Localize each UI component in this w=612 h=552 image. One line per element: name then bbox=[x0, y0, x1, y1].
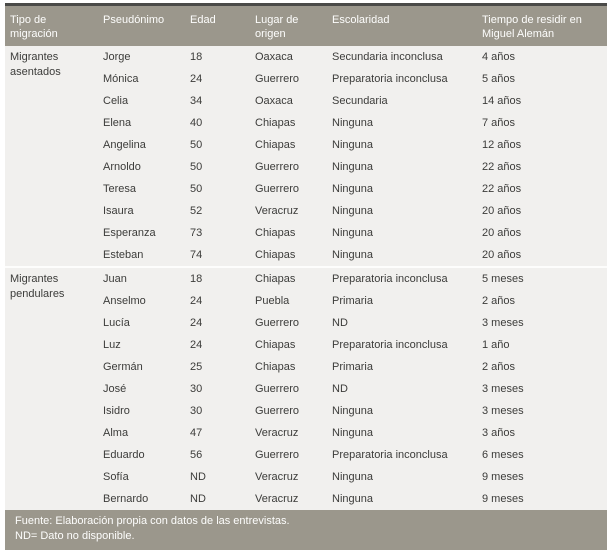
pseudonimo-cell: Alma bbox=[103, 427, 129, 439]
lugar-origen-cell: Guerrero bbox=[255, 161, 300, 173]
header-lugar-de-origen: Lugar de origen bbox=[255, 14, 299, 40]
edad-cell: 50 bbox=[190, 139, 203, 151]
escolaridad-cell: Ninguna bbox=[332, 427, 373, 439]
pseudonimo-cell: Teresa bbox=[103, 183, 137, 195]
table-row bbox=[5, 134, 607, 156]
tipo-migracion-cell bbox=[10, 46, 103, 78]
escolaridad-cell: Ninguna bbox=[332, 249, 373, 261]
pseudonimo-cell: Luz bbox=[103, 339, 121, 351]
lugar-origen-cell: Chiapas bbox=[255, 249, 296, 261]
table-row bbox=[5, 200, 607, 222]
pseudonimo-cell: Esperanza bbox=[103, 227, 156, 239]
table-row bbox=[5, 244, 607, 266]
edad-cell: 24 bbox=[190, 295, 203, 307]
pseudonimo-cell: Lucía bbox=[103, 317, 130, 329]
pseudonimo-cell: Bernardo bbox=[103, 493, 149, 505]
group-type-label: Migrantes asentados bbox=[10, 51, 61, 78]
lugar-origen-cell: Veracruz bbox=[255, 205, 299, 217]
migrant-group bbox=[5, 46, 607, 266]
tiempo-residir-cell: 3 meses bbox=[482, 405, 524, 417]
escolaridad-cell: Secundaria inconclusa bbox=[332, 51, 443, 63]
table-row bbox=[5, 46, 607, 78]
lugar-origen-cell: Guerrero bbox=[255, 317, 300, 329]
escolaridad-cell: Ninguna bbox=[332, 161, 373, 173]
pseudonimo-cell: Esteban bbox=[103, 249, 144, 261]
escolaridad-cell: Ninguna bbox=[332, 493, 373, 505]
tiempo-residir-cell: 12 años bbox=[482, 139, 522, 151]
escolaridad-cell: Ninguna bbox=[332, 471, 373, 483]
edad-cell: 34 bbox=[190, 95, 203, 107]
escolaridad-cell: Primaria bbox=[332, 361, 373, 373]
tiempo-residir-cell: 5 años bbox=[482, 73, 516, 85]
tipo-migracion-cell bbox=[10, 244, 103, 266]
escolaridad-cell: Ninguna bbox=[332, 205, 373, 217]
pseudonimo-cell: Arnoldo bbox=[103, 161, 141, 173]
tiempo-residir-cell: 3 meses bbox=[482, 317, 524, 329]
tipo-migracion-cell bbox=[10, 444, 103, 466]
tiempo-residir-cell: 3 meses bbox=[482, 383, 524, 395]
tipo-migracion-cell bbox=[10, 378, 103, 400]
tiempo-residir-cell: 1 año bbox=[482, 339, 510, 351]
lugar-origen-cell: Guerrero bbox=[255, 73, 300, 85]
lugar-origen-cell: Chiapas bbox=[255, 117, 296, 129]
footer-nd-note: ND= Dato no disponible. bbox=[15, 530, 135, 542]
table-row bbox=[5, 268, 607, 300]
pseudonimo-cell: Anselmo bbox=[103, 295, 146, 307]
edad-cell: 30 bbox=[190, 405, 203, 417]
tiempo-residir-cell: 2 años bbox=[482, 361, 516, 373]
group-type-label: Migrantes pendulares bbox=[10, 273, 65, 300]
tipo-migracion-cell bbox=[10, 268, 103, 300]
tipo-migracion-cell bbox=[10, 466, 103, 488]
escolaridad-cell: Ninguna bbox=[332, 183, 373, 195]
pseudonimo-cell: Juan bbox=[103, 273, 127, 285]
table-row bbox=[5, 312, 607, 334]
pseudonimo-cell: Mónica bbox=[103, 73, 139, 85]
edad-cell: 50 bbox=[190, 183, 203, 195]
pseudonimo-cell: Eduardo bbox=[103, 449, 145, 461]
escolaridad-cell: Ninguna bbox=[332, 405, 373, 417]
edad-cell: 40 bbox=[190, 117, 203, 129]
escolaridad-cell: Preparatoria inconclusa bbox=[332, 339, 448, 351]
escolaridad-cell: Primaria bbox=[332, 295, 373, 307]
pseudonimo-cell: Jorge bbox=[103, 51, 131, 63]
migrant-group bbox=[5, 266, 607, 510]
pseudonimo-cell: Elena bbox=[103, 117, 132, 129]
header-tiempo-residir: Tiempo de residir en Miguel Alemán bbox=[482, 14, 582, 40]
header-tipo-de-migracion: Tipo de migración bbox=[10, 14, 58, 40]
footer-source-note: Fuente: Elaboración propia con datos de las entrevistas. bbox=[15, 515, 290, 527]
tipo-migracion-cell bbox=[10, 312, 103, 334]
edad-cell: 18 bbox=[190, 273, 203, 285]
tiempo-residir-cell: 22 años bbox=[482, 183, 522, 195]
table-row bbox=[5, 178, 607, 200]
tipo-migracion-cell bbox=[10, 68, 103, 90]
table-row bbox=[5, 156, 607, 178]
escolaridad-cell: ND bbox=[332, 317, 348, 329]
table-footer bbox=[5, 510, 607, 550]
tiempo-residir-cell: 20 años bbox=[482, 205, 522, 217]
table-row bbox=[5, 356, 607, 378]
tiempo-residir-cell: 3 años bbox=[482, 427, 516, 439]
lugar-origen-cell: Guerrero bbox=[255, 405, 300, 417]
table-header-row bbox=[5, 6, 607, 46]
tiempo-residir-cell: 5 meses bbox=[482, 273, 524, 285]
edad-cell: 30 bbox=[190, 383, 203, 395]
tiempo-residir-cell: 14 años bbox=[482, 95, 522, 107]
edad-cell: 74 bbox=[190, 249, 203, 261]
table-row bbox=[5, 68, 607, 90]
edad-cell: 18 bbox=[190, 51, 203, 63]
edad-cell: 25 bbox=[190, 361, 203, 373]
tipo-migracion-cell bbox=[10, 400, 103, 422]
table-row bbox=[5, 112, 607, 134]
table-row bbox=[5, 290, 607, 312]
tipo-migracion-cell bbox=[10, 200, 103, 222]
tipo-migracion-cell bbox=[10, 356, 103, 378]
tipo-migracion-cell bbox=[10, 222, 103, 244]
escolaridad-cell: Ninguna bbox=[332, 227, 373, 239]
edad-cell: ND bbox=[190, 471, 206, 483]
table-row bbox=[5, 400, 607, 422]
edad-cell: ND bbox=[190, 493, 206, 505]
pseudonimo-cell: Sofía bbox=[103, 471, 129, 483]
escolaridad-cell: Ninguna bbox=[332, 117, 373, 129]
pseudonimo-cell: Angelina bbox=[103, 139, 146, 151]
lugar-origen-cell: Veracruz bbox=[255, 493, 299, 505]
edad-cell: 56 bbox=[190, 449, 203, 461]
tipo-migracion-cell bbox=[10, 422, 103, 444]
lugar-origen-cell: Chiapas bbox=[255, 273, 296, 285]
table-row bbox=[5, 466, 607, 488]
edad-cell: 52 bbox=[190, 205, 203, 217]
tiempo-residir-cell: 9 meses bbox=[482, 471, 524, 483]
tipo-migracion-cell bbox=[10, 290, 103, 312]
tipo-migracion-cell bbox=[10, 134, 103, 156]
table-row bbox=[5, 444, 607, 466]
table-body bbox=[5, 46, 607, 510]
tipo-migracion-cell bbox=[10, 112, 103, 134]
tipo-migracion-cell bbox=[10, 178, 103, 200]
lugar-origen-cell: Chiapas bbox=[255, 139, 296, 151]
tipo-migracion-cell bbox=[10, 90, 103, 112]
table-row bbox=[5, 334, 607, 356]
edad-cell: 47 bbox=[190, 427, 203, 439]
pseudonimo-cell: Isaura bbox=[103, 205, 134, 217]
table-row bbox=[5, 222, 607, 244]
tiempo-residir-cell: 20 años bbox=[482, 227, 522, 239]
pseudonimo-cell: José bbox=[103, 383, 127, 395]
escolaridad-cell: Secundaria bbox=[332, 95, 388, 107]
tiempo-residir-cell: 22 años bbox=[482, 161, 522, 173]
lugar-origen-cell: Veracruz bbox=[255, 427, 299, 439]
header-edad: Edad bbox=[190, 14, 216, 26]
edad-cell: 24 bbox=[190, 339, 203, 351]
escolaridad-cell: Preparatoria inconclusa bbox=[332, 273, 448, 285]
table-row bbox=[5, 488, 607, 510]
lugar-origen-cell: Guerrero bbox=[255, 449, 300, 461]
pseudonimo-cell: Celia bbox=[103, 95, 129, 107]
edad-cell: 50 bbox=[190, 161, 203, 173]
tiempo-residir-cell: 4 años bbox=[482, 51, 516, 63]
lugar-origen-cell: Guerrero bbox=[255, 183, 300, 195]
header-pseudonimo: Pseudónimo bbox=[103, 14, 165, 26]
pseudonimo-cell: Germán bbox=[103, 361, 143, 373]
escolaridad-cell: ND bbox=[332, 383, 348, 395]
edad-cell: 73 bbox=[190, 227, 203, 239]
table-row bbox=[5, 378, 607, 400]
tiempo-residir-cell: 6 meses bbox=[482, 449, 524, 461]
migration-table bbox=[5, 3, 607, 550]
pseudonimo-cell: Isidro bbox=[103, 405, 130, 417]
tiempo-residir-cell: 2 años bbox=[482, 295, 516, 307]
tiempo-residir-cell: 7 años bbox=[482, 117, 516, 129]
tiempo-residir-cell: 20 años bbox=[482, 249, 522, 261]
tipo-migracion-cell bbox=[10, 334, 103, 356]
lugar-origen-cell: Oaxaca bbox=[255, 95, 293, 107]
lugar-origen-cell: Chiapas bbox=[255, 361, 296, 373]
escolaridad-cell: Ninguna bbox=[332, 139, 373, 151]
lugar-origen-cell: Chiapas bbox=[255, 227, 296, 239]
edad-cell: 24 bbox=[190, 73, 203, 85]
lugar-origen-cell: Veracruz bbox=[255, 471, 299, 483]
lugar-origen-cell: Guerrero bbox=[255, 383, 300, 395]
tiempo-residir-cell: 9 meses bbox=[482, 493, 524, 505]
table-row bbox=[5, 422, 607, 444]
escolaridad-cell: Preparatoria inconclusa bbox=[332, 73, 448, 85]
tipo-migracion-cell bbox=[10, 488, 103, 510]
lugar-origen-cell: Chiapas bbox=[255, 339, 296, 351]
tipo-migracion-cell bbox=[10, 156, 103, 178]
lugar-origen-cell: Oaxaca bbox=[255, 51, 293, 63]
lugar-origen-cell: Puebla bbox=[255, 295, 290, 307]
escolaridad-cell: Preparatoria inconclusa bbox=[332, 449, 448, 461]
header-escolaridad: Escolaridad bbox=[332, 14, 390, 26]
table-row bbox=[5, 90, 607, 112]
edad-cell: 24 bbox=[190, 317, 203, 329]
